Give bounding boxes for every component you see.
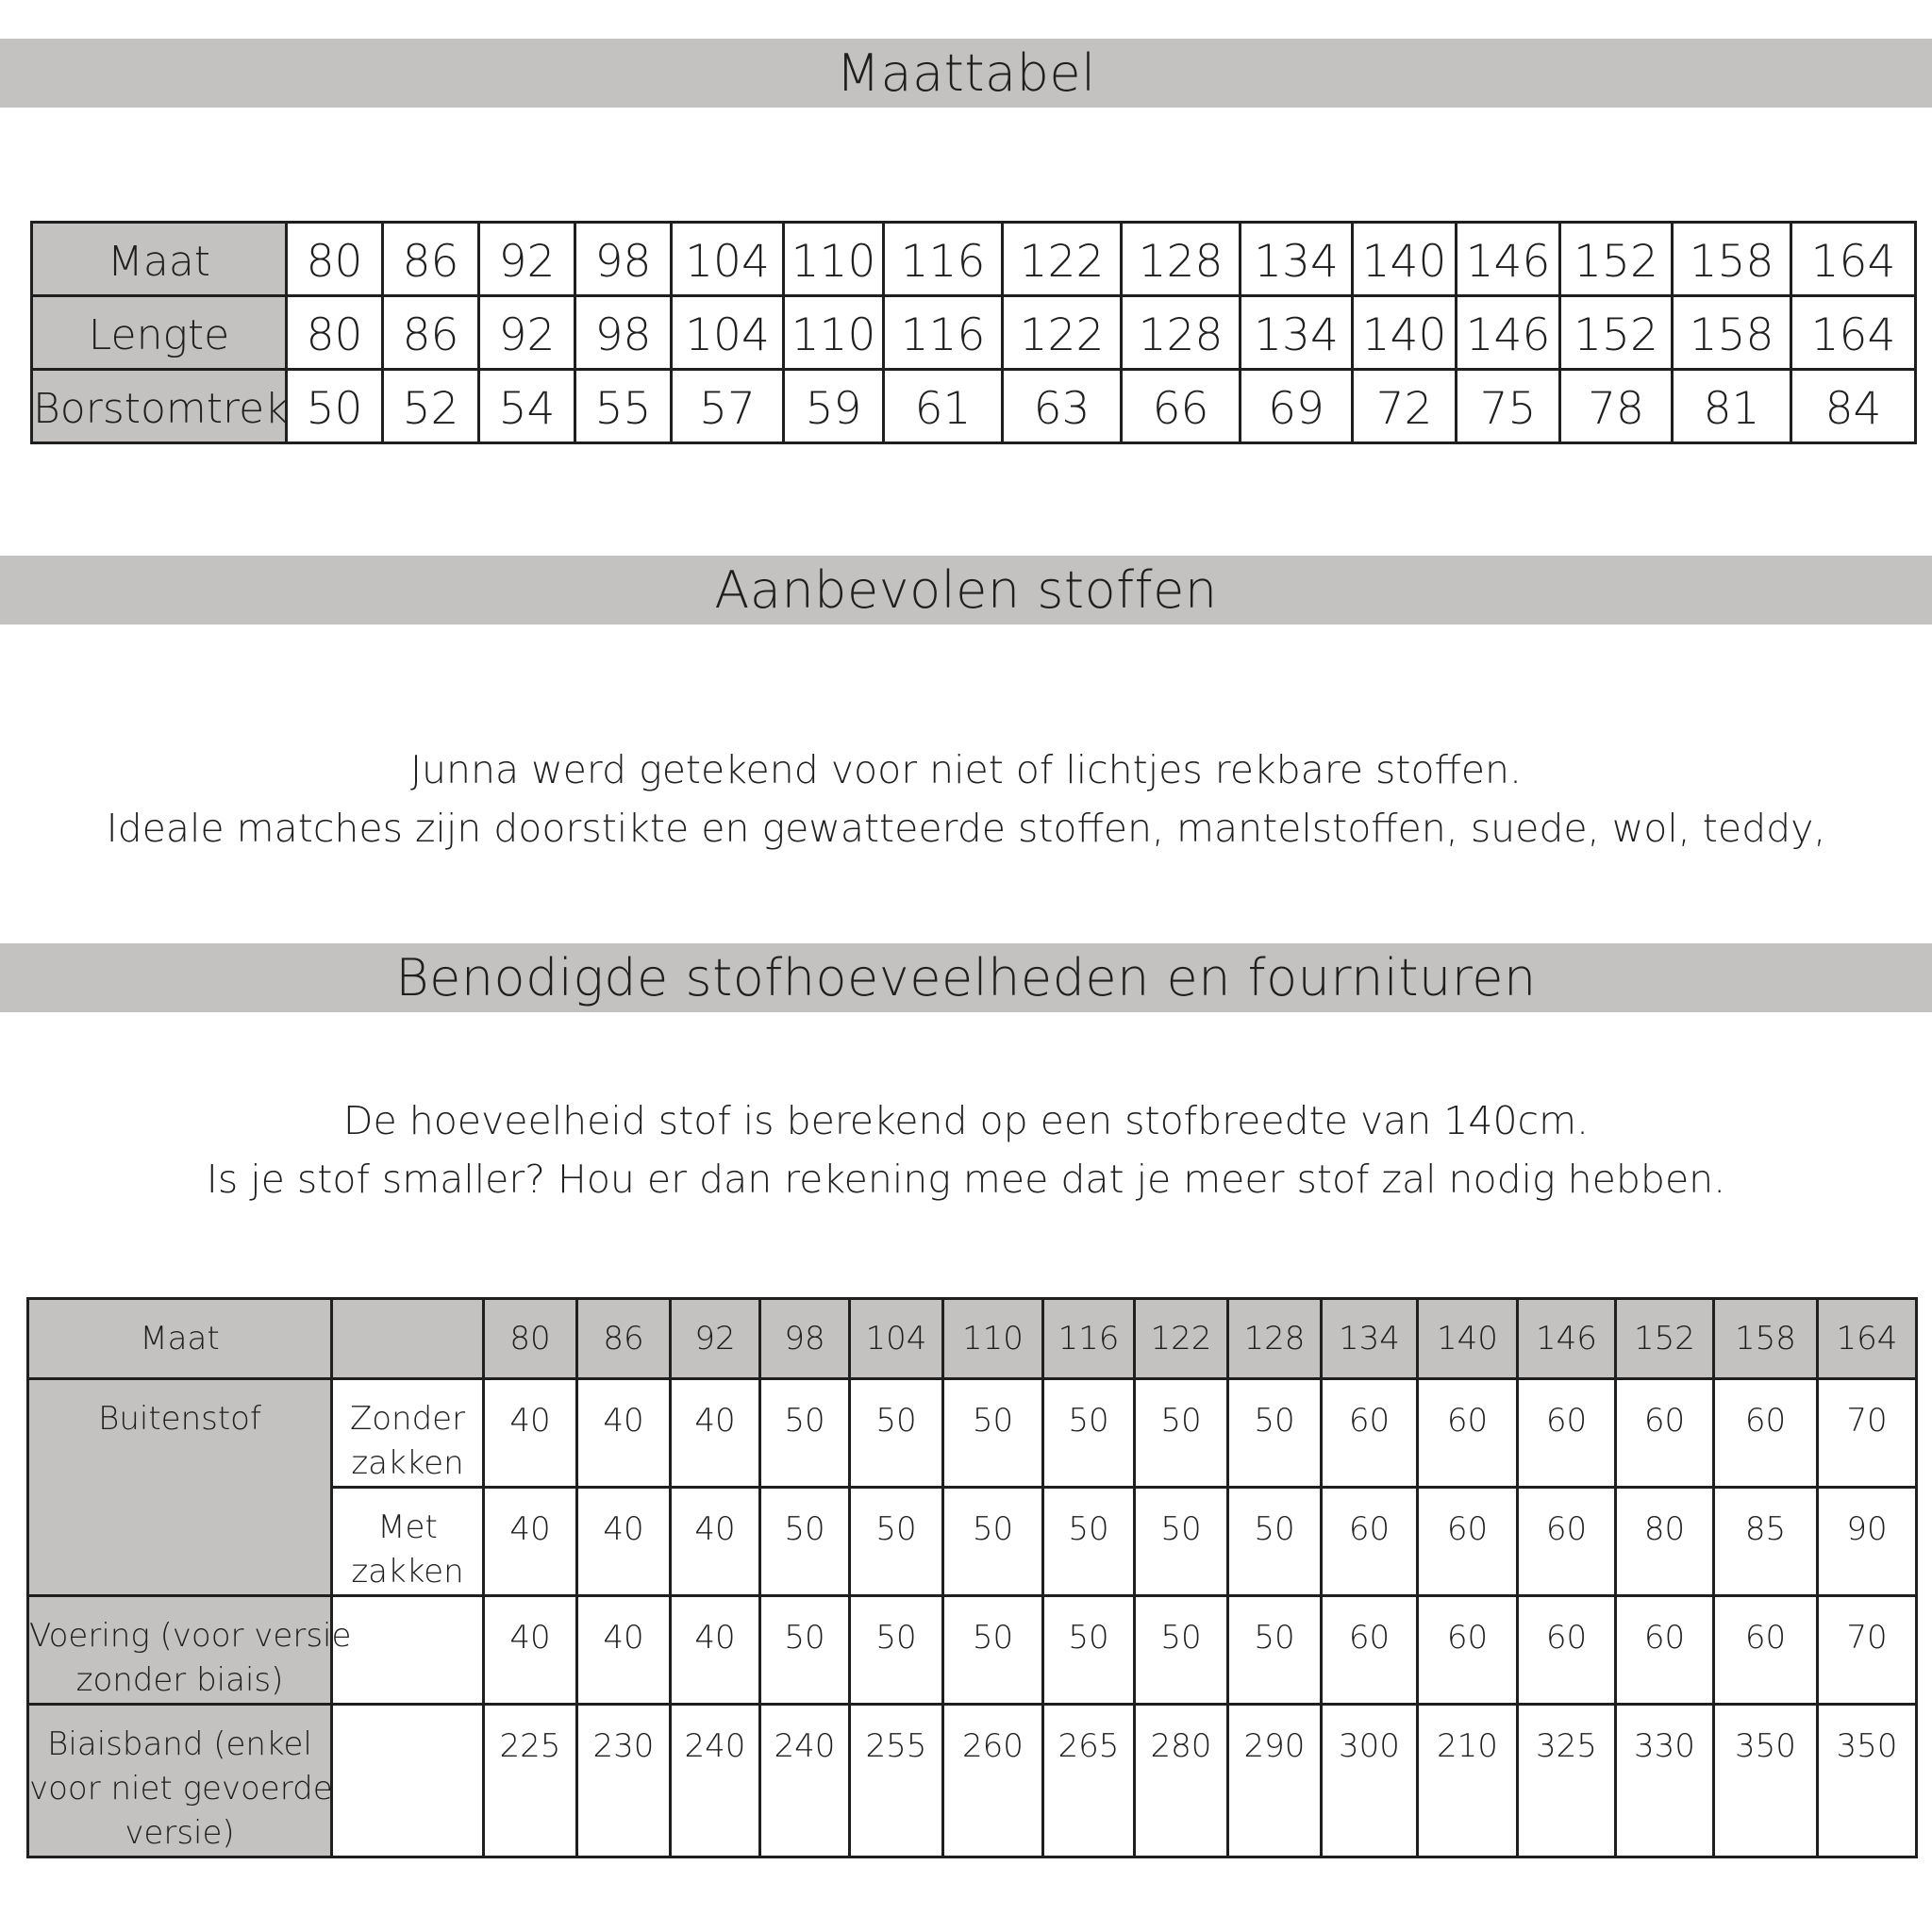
amount-cell: 50	[1135, 1488, 1228, 1596]
length-cell: 92	[479, 296, 575, 370]
amount-cell: 50	[1135, 1379, 1228, 1488]
fabric-size-cell: 86	[577, 1299, 671, 1379]
amount-cell: 85	[1714, 1488, 1818, 1596]
length-cell: 152	[1560, 296, 1673, 370]
length-cell: 80	[287, 296, 383, 370]
amount-cell: 60	[1518, 1596, 1616, 1705]
size-row	[32, 223, 1916, 296]
amount-cell: 60	[1518, 1488, 1616, 1596]
amount-cell: 50	[850, 1488, 943, 1596]
amount-cell: 70	[1818, 1379, 1917, 1488]
length-cell: 122	[1003, 296, 1122, 370]
amount-cell: 50	[850, 1379, 943, 1488]
chest-cell: 72	[1353, 370, 1457, 443]
chest-cell: 66	[1122, 370, 1241, 443]
amount-cell: 240	[671, 1705, 760, 1857]
amount-cell: 325	[1518, 1705, 1616, 1857]
amount-cell: 60	[1418, 1596, 1518, 1705]
amount-cell: 265	[1043, 1705, 1135, 1857]
with-pockets-line-2: zakken	[351, 1553, 464, 1591]
fabric-size-cell: 158	[1714, 1299, 1818, 1379]
fabric-size-cell: 146	[1518, 1299, 1616, 1379]
outer-fabric-without-pockets-row	[28, 1379, 1917, 1488]
length-cell: 86	[383, 296, 479, 370]
chest-cell: 78	[1560, 370, 1673, 443]
bias-tape-label-line-1: Biaisband (enkel	[47, 1725, 312, 1763]
amount-cell: 50	[943, 1379, 1043, 1488]
size-cell: 92	[479, 223, 575, 296]
amount-cell: 60	[1714, 1596, 1818, 1705]
amount-cell: 40	[671, 1488, 760, 1596]
chest-cell: 75	[1457, 370, 1560, 443]
amount-cell: 225	[484, 1705, 577, 1857]
amount-cell: 40	[577, 1379, 671, 1488]
fabric-size-cell: 92	[671, 1299, 760, 1379]
amount-cell: 40	[577, 1488, 671, 1596]
chest-row-label: Borstomtrek	[32, 370, 287, 443]
without-pockets-line-2: zakken	[351, 1444, 464, 1482]
outer-fabric-label	[28, 1379, 332, 1596]
chest-cell: 55	[575, 370, 672, 443]
size-chart-title: Maattabel	[836, 43, 1096, 103]
amount-cell: 260	[943, 1705, 1043, 1857]
fabric-size-cell: 104	[850, 1299, 943, 1379]
lining-variant-cell	[332, 1596, 484, 1705]
size-cell: 104	[672, 223, 784, 296]
fabric-size-cell: 80	[484, 1299, 577, 1379]
amount-cell: 50	[760, 1488, 850, 1596]
amount-cell: 60	[1418, 1379, 1518, 1488]
amount-cell: 60	[1518, 1379, 1616, 1488]
fabric-header-row	[28, 1299, 1917, 1379]
amount-cell: 50	[1043, 1488, 1135, 1596]
length-cell: 116	[884, 296, 1003, 370]
fabric-amounts-table	[26, 1297, 1918, 1858]
fabric-size-cell: 110	[943, 1299, 1043, 1379]
amount-cell: 50	[1043, 1596, 1135, 1705]
bias-variant-cell	[332, 1705, 484, 1857]
lining-label-line-2: zonder biais)	[75, 1661, 284, 1699]
amounts-line-2: Is je stof smaller? Hou er dan rekening mee dat je meer stof zal nodig hebben.	[206, 1157, 1726, 1202]
length-cell: 134	[1241, 296, 1353, 370]
chest-cell: 57	[672, 370, 784, 443]
amounts-title: Benodigde stofhoeveelheden en fournituren	[395, 948, 1537, 1008]
length-row	[32, 296, 1916, 370]
size-chart-heading	[0, 39, 1932, 108]
amount-cell: 300	[1322, 1705, 1418, 1857]
amount-cell: 210	[1418, 1705, 1518, 1857]
amount-cell: 40	[484, 1379, 577, 1488]
amount-cell: 60	[1322, 1488, 1418, 1596]
length-cell: 98	[575, 296, 672, 370]
amount-cell: 60	[1418, 1488, 1518, 1596]
amount-cell: 50	[850, 1596, 943, 1705]
amount-cell: 50	[1135, 1596, 1228, 1705]
chest-cell: 84	[1791, 370, 1916, 443]
fabric-size-cell: 128	[1228, 1299, 1322, 1379]
amount-cell: 80	[1616, 1488, 1714, 1596]
chest-cell: 59	[784, 370, 884, 443]
length-cell: 110	[784, 296, 884, 370]
amount-cell: 50	[943, 1596, 1043, 1705]
amount-cell: 60	[1616, 1596, 1714, 1705]
fabric-size-cell: 134	[1322, 1299, 1418, 1379]
amount-cell: 90	[1818, 1488, 1917, 1596]
amount-cell: 50	[1228, 1488, 1322, 1596]
without-pockets-label	[332, 1379, 484, 1488]
size-cell: 158	[1673, 223, 1791, 296]
fabric-size-cell: 140	[1418, 1299, 1518, 1379]
size-cell: 164	[1791, 223, 1916, 296]
length-cell: 146	[1457, 296, 1560, 370]
amount-cell: 230	[577, 1705, 671, 1857]
size-cell: 146	[1457, 223, 1560, 296]
chest-cell: 52	[383, 370, 479, 443]
fabric-size-cell: 152	[1616, 1299, 1714, 1379]
amount-cell: 350	[1818, 1705, 1917, 1857]
amount-cell: 40	[484, 1488, 577, 1596]
size-cell: 80	[287, 223, 383, 296]
fabric-size-cell: 98	[760, 1299, 850, 1379]
size-cell: 152	[1560, 223, 1673, 296]
bias-tape-label-line-2: voor niet gevoerde	[29, 1770, 333, 1807]
length-row-label: Lengte	[32, 296, 287, 370]
with-pockets-label	[332, 1488, 484, 1596]
amount-cell: 50	[1228, 1596, 1322, 1705]
amount-cell: 240	[760, 1705, 850, 1857]
size-cell: 110	[784, 223, 884, 296]
outer-fabric-label-text: Buitenstof	[98, 1400, 261, 1438]
fabric-size-cell: 164	[1818, 1299, 1917, 1379]
without-pockets-line-1: Zonder	[349, 1400, 466, 1438]
amounts-line-1: De hoeveelheid stof is berekend op een stofbreedte van 140cm.	[342, 1098, 1590, 1143]
size-cell: 86	[383, 223, 479, 296]
amount-cell: 50	[760, 1379, 850, 1488]
amount-cell: 60	[1616, 1379, 1714, 1488]
length-cell: 164	[1791, 296, 1916, 370]
size-cell: 122	[1003, 223, 1122, 296]
amount-cell: 40	[671, 1596, 760, 1705]
size-row-label: Maat	[32, 223, 287, 296]
amounts-heading	[0, 943, 1932, 1012]
fabrics-description	[0, 741, 1932, 858]
length-cell: 158	[1673, 296, 1791, 370]
length-cell: 128	[1122, 296, 1241, 370]
chest-cell: 54	[479, 370, 575, 443]
lining-label	[28, 1596, 352, 1705]
amount-cell: 330	[1616, 1705, 1714, 1857]
size-cell: 128	[1122, 223, 1241, 296]
bias-tape-label-line-3: versie)	[125, 1814, 235, 1852]
size-cell: 134	[1241, 223, 1353, 296]
chest-cell: 50	[287, 370, 383, 443]
amount-cell: 40	[577, 1596, 671, 1705]
fabric-size-cell: 116	[1043, 1299, 1135, 1379]
chest-cell: 81	[1673, 370, 1791, 443]
amount-cell: 70	[1818, 1596, 1917, 1705]
amount-cell: 60	[1322, 1596, 1418, 1705]
amount-cell: 280	[1135, 1705, 1228, 1857]
fabrics-line-2: Ideale matches zijn doorstikte en gewatteerde stoffen, mantelstoffen, suede, wol, teddy,	[106, 806, 1826, 851]
fabric-variant-header	[332, 1299, 484, 1379]
fabrics-heading	[0, 556, 1932, 625]
fabric-size-cell: 122	[1135, 1299, 1228, 1379]
amount-cell: 50	[1228, 1379, 1322, 1488]
fabric-size-header: Maat	[28, 1299, 332, 1379]
size-chart-table	[30, 221, 1917, 444]
lining-row	[28, 1596, 1917, 1705]
chest-cell: 69	[1241, 370, 1353, 443]
amount-cell: 60	[1714, 1379, 1818, 1488]
amount-cell: 350	[1714, 1705, 1818, 1857]
amounts-description	[0, 1091, 1932, 1208]
lining-label-line-1: Voering (voor versie	[29, 1617, 352, 1655]
length-cell: 104	[672, 296, 784, 370]
size-cell: 116	[884, 223, 1003, 296]
with-pockets-line-1: Met	[377, 1508, 438, 1546]
chest-cell: 63	[1003, 370, 1122, 443]
amount-cell: 50	[943, 1488, 1043, 1596]
length-cell: 140	[1353, 296, 1457, 370]
chest-cell: 61	[884, 370, 1003, 443]
amount-cell: 60	[1322, 1379, 1418, 1488]
fabrics-line-1: Junna werd getekend voor niet of lichtjes rekbare stoffen.	[409, 747, 1523, 792]
amount-cell: 50	[760, 1596, 850, 1705]
amount-cell: 40	[671, 1379, 760, 1488]
chest-row	[32, 370, 1916, 443]
fabrics-title: Aanbevolen stoffen	[714, 560, 1218, 620]
amount-cell: 255	[850, 1705, 943, 1857]
size-cell: 140	[1353, 223, 1457, 296]
amount-cell: 290	[1228, 1705, 1322, 1857]
bias-tape-label	[28, 1705, 332, 1857]
amount-cell: 50	[1043, 1379, 1135, 1488]
amount-cell: 40	[484, 1596, 577, 1705]
size-cell: 98	[575, 223, 672, 296]
bias-tape-row	[28, 1705, 1917, 1857]
